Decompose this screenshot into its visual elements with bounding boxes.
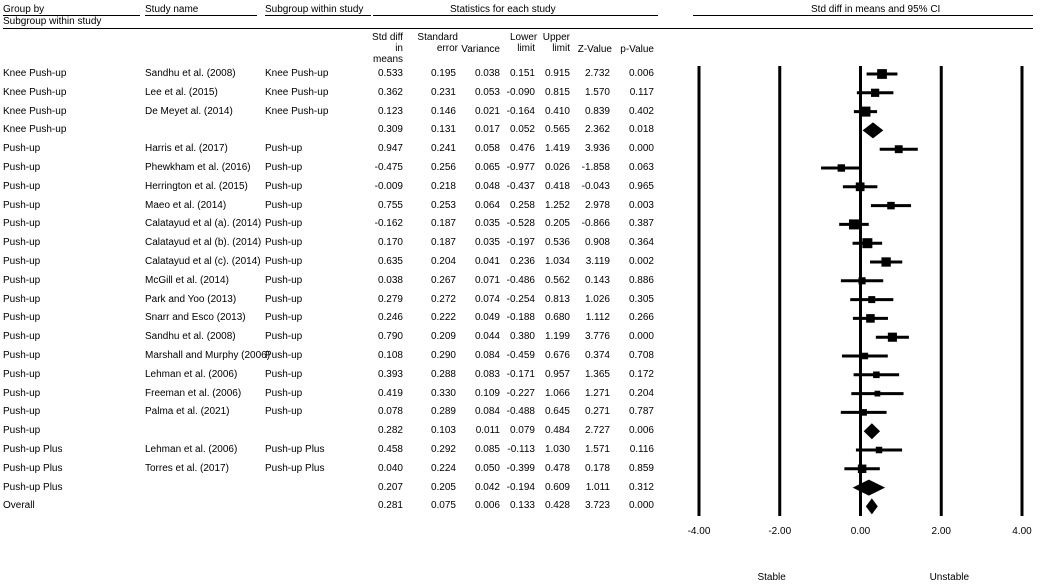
cell-z: 1.112 <box>585 312 610 324</box>
cell-subgroup: Push-up Plus <box>265 444 325 455</box>
cell-ll: -0.459 <box>506 350 535 361</box>
cell-study: Sandhu et al. (2008) <box>145 331 236 343</box>
cell-d: 0.282 <box>377 425 403 437</box>
cell-d: 0.309 <box>377 124 403 136</box>
header-subgroup-within-study: Subgroup within study <box>3 16 102 27</box>
cell-ul: 1.252 <box>544 199 570 211</box>
effect-marker <box>858 277 865 284</box>
cell-group: Knee Push-up <box>3 124 67 136</box>
cell-d: 0.170 <box>377 237 403 249</box>
cell-group: Push-up <box>3 387 41 399</box>
cell-study: Torres et al. (2017) <box>145 462 229 474</box>
cell-z: 0.271 <box>584 406 610 418</box>
cell-subgroup: Push-up <box>265 387 303 399</box>
cell-var: 0.071 <box>474 274 500 286</box>
cell-p: 0.266 <box>628 312 654 324</box>
cell-ul: 0.478 <box>544 462 570 474</box>
cell-se: 0.222 <box>430 312 456 324</box>
cell-p: 0.312 <box>628 481 654 493</box>
summary-diamond <box>863 122 884 138</box>
cell-se: 0.187 <box>430 237 456 249</box>
cell-study: Phewkham et al. (2016) <box>145 162 251 173</box>
header-group-by: Group by <box>3 4 45 15</box>
cell-var: 0.064 <box>474 199 500 211</box>
cell-p: 0.063 <box>628 162 654 173</box>
cell-se: 0.288 <box>430 368 456 380</box>
cell-z: 1.570 <box>584 86 610 98</box>
cell-ul: 0.205 <box>544 218 570 230</box>
cell-subgroup: Push-up <box>265 368 303 380</box>
cell-var: 0.058 <box>474 143 500 155</box>
cell-ll: -0.399 <box>506 462 535 474</box>
cell-subgroup: Push-up <box>265 256 303 267</box>
cell-ul: 0.609 <box>544 481 570 493</box>
cell-var: 0.083 <box>474 368 500 380</box>
cell-d: 0.246 <box>377 312 403 324</box>
cell-z: 3.119 <box>585 256 610 267</box>
effect-marker <box>871 89 879 97</box>
cell-group: Push-up <box>3 274 41 286</box>
cell-ll: -0.164 <box>506 105 535 117</box>
cell-study: Freeman et al. (2006) <box>145 387 242 399</box>
cell-var: 0.035 <box>474 237 500 249</box>
cell-se: 0.131 <box>430 124 456 136</box>
cell-se: 0.290 <box>430 350 456 361</box>
cell-subgroup: Push-up <box>265 180 303 192</box>
cell-subgroup: Push-up <box>265 312 303 324</box>
cell-z: 1.365 <box>584 368 610 380</box>
header-variance: Variance <box>461 44 500 55</box>
cell-group: Push-up <box>3 406 41 418</box>
cell-p: 0.000 <box>628 500 654 512</box>
cell-subgroup: Push-up <box>265 350 303 361</box>
header-std-diff: Std diff in means <box>372 32 403 65</box>
header-p-value: p-Value <box>620 44 654 55</box>
header-plot-title: Std diff in means and 95% CI <box>811 4 941 15</box>
cell-subgroup: Push-up <box>265 162 303 173</box>
cell-ll: 0.236 <box>509 256 535 267</box>
cell-ll: -0.528 <box>506 218 535 230</box>
cell-group: Push-up <box>3 237 41 249</box>
cell-ul: 0.676 <box>544 350 570 361</box>
cell-se: 0.231 <box>430 86 456 98</box>
cell-ul: 0.418 <box>544 180 570 192</box>
cell-group: Push-up <box>3 199 41 211</box>
x-tick-label: -4.00 <box>687 526 711 537</box>
cell-z: 0.178 <box>584 462 610 474</box>
cell-group: Push-up Plus <box>3 462 63 474</box>
cell-ul: 0.484 <box>544 425 570 437</box>
cell-study: Sandhu et al. (2008) <box>145 68 236 79</box>
cell-ul: 0.565 <box>544 124 570 136</box>
effect-marker <box>873 372 880 379</box>
effect-marker <box>868 296 875 303</box>
cell-ul: 0.562 <box>544 274 570 286</box>
cell-subgroup: Push-up <box>265 237 303 249</box>
cell-d: 0.040 <box>377 462 403 474</box>
cell-group: Knee Push-up <box>3 68 67 79</box>
cell-se: 0.218 <box>430 180 456 192</box>
cell-ul: 1.030 <box>544 444 570 455</box>
cell-ll: 0.476 <box>509 143 535 155</box>
summary-diamond <box>853 480 885 496</box>
cell-p: 0.006 <box>628 425 654 437</box>
effect-marker <box>888 333 897 342</box>
cell-p: 0.002 <box>628 256 654 267</box>
cell-study: Herrington et al. (2015) <box>145 180 248 192</box>
cell-var: 0.035 <box>474 218 500 230</box>
cell-d: 0.533 <box>377 68 403 79</box>
header-study-name: Study name <box>145 4 199 15</box>
cell-ll: 0.151 <box>509 68 535 79</box>
stable-label: Stable <box>757 572 786 583</box>
cell-z: 0.143 <box>584 274 610 286</box>
cell-z: 1.571 <box>584 444 610 455</box>
cell-var: 0.053 <box>474 86 500 98</box>
cell-p: 0.000 <box>628 331 654 343</box>
cell-z: 1.271 <box>584 387 610 399</box>
cell-var: 0.021 <box>474 105 500 117</box>
cell-var: 0.084 <box>474 406 500 418</box>
cell-group: Push-up <box>3 180 41 192</box>
x-tick-label: 4.00 <box>1012 526 1032 537</box>
cell-ll: 0.079 <box>509 425 535 437</box>
cell-d: 0.790 <box>377 331 403 343</box>
cell-ul: 1.419 <box>544 143 570 155</box>
cell-d: 0.393 <box>377 368 403 380</box>
cell-subgroup: Push-up <box>265 218 303 230</box>
x-tick-label: 0.00 <box>850 526 871 537</box>
cell-p: 0.965 <box>628 180 654 192</box>
cell-var: 0.041 <box>474 256 500 267</box>
cell-var: 0.017 <box>474 124 500 136</box>
cell-d: 0.947 <box>377 143 403 155</box>
cell-se: 0.289 <box>430 406 456 418</box>
cell-subgroup: Knee Push-up <box>265 68 329 79</box>
cell-ll: 0.258 <box>509 199 535 211</box>
cell-se: 0.253 <box>430 199 456 211</box>
cell-group: Push-up <box>3 293 41 305</box>
cell-se: 0.209 <box>430 331 456 343</box>
effect-marker <box>856 182 865 191</box>
cell-ll: -0.437 <box>506 180 535 192</box>
cell-study: Park and Yoo (2013) <box>145 293 237 305</box>
cell-se: 0.224 <box>430 462 456 474</box>
cell-z: 0.908 <box>584 237 610 249</box>
cell-group: Push-up <box>3 143 41 155</box>
cell-var: 0.074 <box>474 293 500 305</box>
cell-se: 0.292 <box>430 444 456 455</box>
cell-z: 2.362 <box>584 124 610 136</box>
cell-study: Palma et al. (2021) <box>145 406 230 418</box>
cell-ll: 0.052 <box>509 124 535 136</box>
cell-group: Push-up <box>3 368 41 380</box>
cell-z: 3.776 <box>584 331 610 343</box>
cell-group: Overall <box>3 500 35 512</box>
cell-p: 0.204 <box>628 387 654 399</box>
cell-d: 0.207 <box>377 481 403 493</box>
cell-z: 1.026 <box>584 293 610 305</box>
cell-se: 0.272 <box>430 293 456 305</box>
cell-var: 0.011 <box>475 425 500 437</box>
cell-z: 0.374 <box>584 350 610 361</box>
cell-d: 0.755 <box>377 199 403 211</box>
cell-p: 0.003 <box>628 199 654 211</box>
cell-var: 0.065 <box>474 162 500 173</box>
cell-subgroup: Push-up <box>265 199 303 211</box>
summary-diamond <box>864 423 880 439</box>
cell-ul: 0.813 <box>544 293 570 305</box>
cell-p: 0.364 <box>628 237 654 249</box>
cell-ll: -0.486 <box>506 274 535 286</box>
cell-se: 0.204 <box>430 256 456 267</box>
cell-ll: -0.254 <box>506 293 535 305</box>
cell-study: Calatayud et al (a). (2014) <box>145 218 262 230</box>
cell-z: 0.839 <box>584 105 610 117</box>
cell-z: -0.866 <box>581 218 610 230</box>
effect-marker <box>860 409 867 416</box>
cell-d: 0.458 <box>377 444 403 455</box>
header-standard-error: Standard error <box>417 32 458 54</box>
cell-var: 0.048 <box>474 180 500 192</box>
cell-p: 0.172 <box>628 368 654 380</box>
cell-ll: -0.977 <box>506 162 535 173</box>
cell-study: Lee et al. (2015) <box>145 86 218 98</box>
effect-marker <box>860 107 870 117</box>
cell-ll: -0.171 <box>506 368 535 380</box>
cell-ll: -0.488 <box>506 406 535 418</box>
x-tick-label: -2.00 <box>768 526 792 537</box>
cell-group: Push-up Plus <box>3 481 63 493</box>
cell-subgroup: Push-up <box>265 274 303 286</box>
cell-p: 0.787 <box>628 406 654 418</box>
cell-se: 0.195 <box>430 68 456 79</box>
cell-ul: 0.410 <box>544 105 570 117</box>
cell-ul: 0.645 <box>544 406 570 418</box>
cell-p: 0.859 <box>628 462 654 474</box>
cell-group: Knee Push-up <box>3 86 67 98</box>
cell-z: 2.727 <box>584 425 610 437</box>
cell-subgroup: Push-up Plus <box>265 462 325 474</box>
effect-marker <box>838 164 845 171</box>
cell-d: -0.475 <box>374 162 403 173</box>
cell-var: 0.085 <box>474 444 500 455</box>
cell-subgroup: Push-up <box>265 143 303 155</box>
cell-study: Maeo et al. (2014) <box>145 199 227 211</box>
effect-marker <box>887 202 895 210</box>
cell-p: 0.402 <box>628 105 654 117</box>
effect-marker <box>862 238 872 248</box>
cell-group: Push-up <box>3 256 41 267</box>
cell-group: Push-up Plus <box>3 444 63 455</box>
cell-study: McGill et al. (2014) <box>145 274 229 286</box>
cell-study: Calatayud et al (c). (2014) <box>145 256 261 267</box>
cell-d: 0.362 <box>377 86 403 98</box>
cell-ul: 1.066 <box>544 387 570 399</box>
effect-marker <box>881 257 890 266</box>
cell-group: Push-up <box>3 162 41 173</box>
cell-study: Calatayud et al (b). (2014) <box>145 237 262 249</box>
cell-ll: 0.133 <box>509 500 535 512</box>
cell-se: 0.256 <box>430 162 456 173</box>
cell-ul: 0.815 <box>544 86 570 98</box>
cell-d: 0.108 <box>377 350 403 361</box>
cell-group: Push-up <box>3 331 41 343</box>
cell-p: 0.708 <box>628 350 654 361</box>
cell-var: 0.042 <box>474 481 500 493</box>
cell-study: Snarr and Esco (2013) <box>145 312 246 324</box>
cell-group: Knee Push-up <box>3 105 67 117</box>
cell-p: 0.116 <box>629 444 654 455</box>
x-tick-label: 2.00 <box>931 526 951 537</box>
cell-se: 0.146 <box>430 105 456 117</box>
cell-ll: 0.380 <box>509 331 535 343</box>
cell-study: De Meyet al. (2014) <box>145 105 233 117</box>
cell-subgroup: Knee Push-up <box>265 105 329 117</box>
cell-d: 0.279 <box>377 293 403 305</box>
cell-ll: -0.227 <box>506 387 535 399</box>
cell-p: 0.000 <box>628 143 654 155</box>
cell-ul: 1.034 <box>544 256 570 267</box>
cell-z: -0.043 <box>581 180 610 192</box>
cell-study: Marshall and Murphy (2006) <box>145 350 271 361</box>
cell-study: Harris et al. (2017) <box>145 143 228 155</box>
cell-study: Lehman et al. (2006) <box>145 368 238 380</box>
cell-ll: -0.188 <box>506 312 535 324</box>
header-statistics: Statistics for each study <box>450 4 556 15</box>
cell-group: Push-up <box>3 425 41 437</box>
cell-se: 0.075 <box>430 500 456 512</box>
cell-p: 0.305 <box>628 293 654 305</box>
cell-se: 0.103 <box>430 425 456 437</box>
cell-z: 2.732 <box>584 68 610 79</box>
cell-var: 0.050 <box>474 462 500 474</box>
effect-marker <box>877 69 887 79</box>
cell-ll: -0.194 <box>506 481 535 493</box>
effect-marker <box>866 314 875 323</box>
cell-subgroup: Push-up <box>265 331 303 343</box>
header-upper-limit: Upper limit <box>542 32 570 54</box>
cell-ul: 0.680 <box>544 312 570 324</box>
cell-group: Push-up <box>3 350 41 361</box>
cell-d: 0.123 <box>377 105 403 117</box>
cell-se: 0.205 <box>430 481 456 493</box>
cell-study: Lehman et al. (2006) <box>145 444 238 455</box>
unstable-label: Unstable <box>929 572 970 583</box>
cell-subgroup: Push-up <box>265 406 303 418</box>
effect-marker <box>895 145 903 153</box>
header-subgroup-col: Subgroup within study <box>265 4 364 15</box>
effect-marker <box>875 391 881 397</box>
cell-var: 0.006 <box>474 500 500 512</box>
cell-d: 0.419 <box>377 387 403 399</box>
effect-marker <box>849 219 859 229</box>
effect-marker <box>876 447 883 454</box>
cell-d: 0.078 <box>377 406 403 418</box>
cell-se: 0.241 <box>430 143 456 155</box>
cell-d: 0.635 <box>377 256 403 267</box>
header-lower-limit: Lower limit <box>510 32 538 54</box>
cell-subgroup: Push-up <box>265 293 303 305</box>
effect-marker <box>858 465 866 473</box>
cell-ul: 0.026 <box>544 162 570 173</box>
cell-var: 0.084 <box>474 350 500 361</box>
effect-marker <box>862 353 869 360</box>
cell-p: 0.387 <box>628 218 654 230</box>
cell-z: 3.936 <box>584 143 610 155</box>
cell-d: -0.162 <box>374 218 403 230</box>
cell-var: 0.038 <box>474 68 500 79</box>
cell-z: 1.011 <box>585 481 610 493</box>
cell-z: -1.858 <box>581 162 610 173</box>
cell-var: 0.044 <box>474 331 500 343</box>
cell-ul: 0.957 <box>544 368 570 380</box>
cell-p: 0.018 <box>628 124 654 136</box>
cell-ul: 0.536 <box>544 237 570 249</box>
cell-se: 0.187 <box>430 218 456 230</box>
cell-p: 0.886 <box>628 274 654 286</box>
header-z-value: Z-Value <box>577 44 612 55</box>
cell-var: 0.109 <box>474 387 500 399</box>
overall-diamond <box>866 498 878 514</box>
cell-ul: 0.915 <box>544 68 570 79</box>
cell-z: 2.978 <box>584 199 610 211</box>
cell-ll: -0.090 <box>506 86 535 98</box>
cell-group: Push-up <box>3 218 41 230</box>
cell-subgroup: Knee Push-up <box>265 86 329 98</box>
cell-ll: -0.113 <box>507 444 535 455</box>
cell-ul: 0.428 <box>544 500 570 512</box>
cell-group: Push-up <box>3 312 41 324</box>
cell-ll: -0.197 <box>506 237 535 249</box>
cell-se: 0.330 <box>430 387 456 399</box>
cell-d: 0.281 <box>377 500 403 512</box>
cell-d: 0.038 <box>377 274 403 286</box>
cell-var: 0.049 <box>474 312 500 324</box>
cell-ul: 1.199 <box>544 331 570 343</box>
cell-z: 3.723 <box>584 500 610 512</box>
cell-d: -0.009 <box>374 180 403 192</box>
cell-p: 0.006 <box>628 68 654 79</box>
cell-se: 0.267 <box>430 274 456 286</box>
cell-p: 0.117 <box>629 86 654 98</box>
